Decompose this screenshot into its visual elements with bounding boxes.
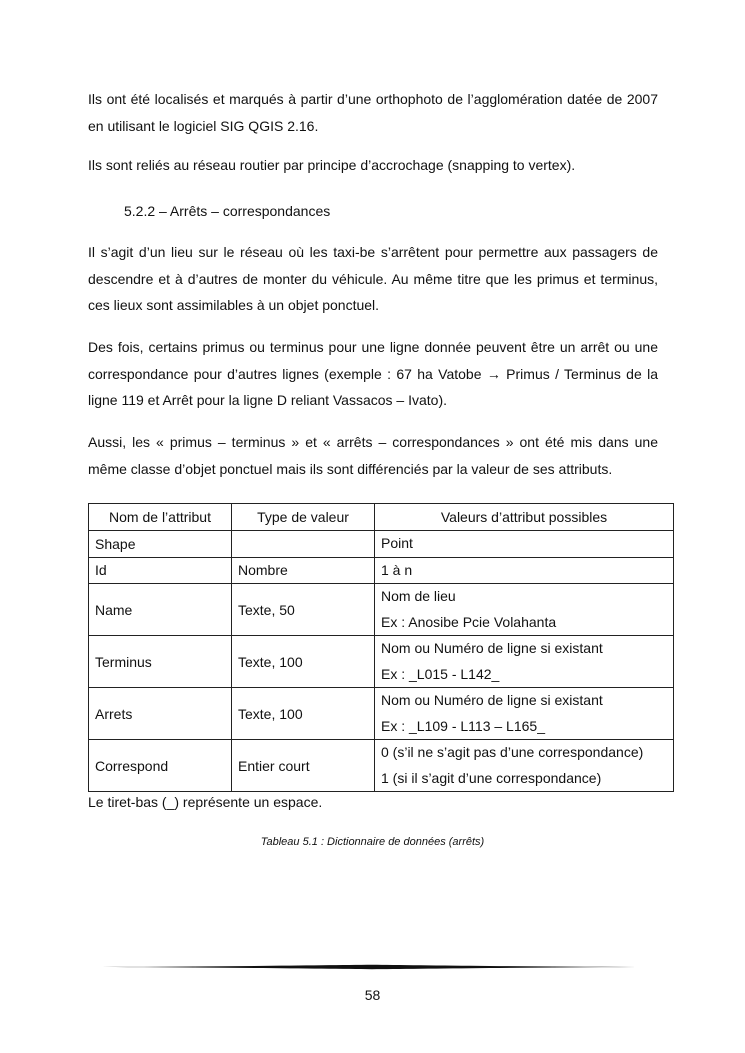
paragraph-orthophoto: Ils ont été localisés et marqués à partir d’une orthophoto de l’agglomération datée de 2007 en utilisant le logiciel SIG QGIS 2.16. [88,91,658,134]
cell-value-type: Nombre [232,557,375,584]
cell-value-type: Texte, 100 [232,688,375,740]
section-heading: 5.2.2 – Arrêts – correspondances [124,203,331,219]
cell-attribute-name: Terminus [89,636,232,688]
value-line: Nom de lieu [381,588,456,604]
header-value-type: Type de valeur [232,504,375,531]
value-line: Point [381,535,413,551]
data-dictionary-table [88,503,674,792]
cell-value-type: Texte, 100 [232,636,375,688]
cell-attribute-name: Correspond [89,740,232,792]
value-line: 1 à n [381,561,413,578]
table-row [89,636,674,688]
cell-value-type: Texte, 50 [232,584,375,636]
value-line: Ex : _L015 - L142_ [381,665,500,682]
header-attribute-name: Nom de l’attribut [89,504,232,531]
paragraph-classe-objet: Aussi, les « primus – terminus » et « arrêts – correspondances » ont été mis dans une même classe d’objet ponctuel mais ils sont différenciés par la valeur de ses attributs. [88,434,658,477]
header-possible-values: Valeurs d’attribut possibles [375,504,674,531]
table-row [89,531,674,558]
cell-value-type [232,531,375,558]
page-number: 58 [364,987,381,1003]
cell-possible-values [375,636,674,688]
table-caption: Tableau 5.1 : Dictionnaire de données (arrêts) [260,836,485,848]
cell-possible-values [375,584,674,636]
footer-divider [102,960,642,974]
paragraph-snapping: Ils sont reliés au réseau routier par principe d’accrochage (snapping to vertex). [88,157,576,173]
value-line: 0 (s’il ne s’agit pas d’une correspondance) [381,744,644,760]
table-row [89,688,674,740]
value-line: Ex : _L109 - L113 – L165_ [381,717,545,734]
value-line: Ex : Anosibe Pcie Volahanta [381,613,557,630]
table-row [89,584,674,636]
cell-possible-values [375,740,674,792]
cell-value-type: Entier court [232,740,375,792]
value-line: Nom ou Numéro de ligne si existant [381,640,603,656]
table-row [89,557,674,584]
value-line: Nom ou Numéro de ligne si existant [381,692,603,708]
cell-attribute-name: Name [89,584,232,636]
cell-possible-values [375,688,674,740]
cell-possible-values [375,531,674,558]
table-header-row [89,504,674,531]
paragraph-primus-terminus: Des fois, certains primus ou terminus pour une ligne donnée peuvent être un arrêt ou une correspondance pour d’autres lignes (exemple : 67 ha Vatobe → Primus / Terminus de la ligne 119 et Arrêt pour la ligne D reliant Vassacos – Ivato). [88,339,658,408]
cell-attribute-name: Id [89,557,232,584]
cell-attribute-name: Shape [89,531,232,558]
table-row [89,740,674,792]
table-note: Le tiret-bas (_) représente un espace. [88,794,323,810]
cell-possible-values [375,557,674,584]
paragraph-arret-definition: Il s’agit d’un lieu sur le réseau où les taxi-be s’arrêtent pour permettre aux passagers de descendre et à d’autres de monter du véhicule. Au même titre que les primus et terminus, ces lieux sont assimilables à un objet ponctuel. [88,244,658,313]
value-line: 1 (si il s’agit d’une correspondance) [381,769,602,786]
cell-attribute-name: Arrets [89,688,232,740]
